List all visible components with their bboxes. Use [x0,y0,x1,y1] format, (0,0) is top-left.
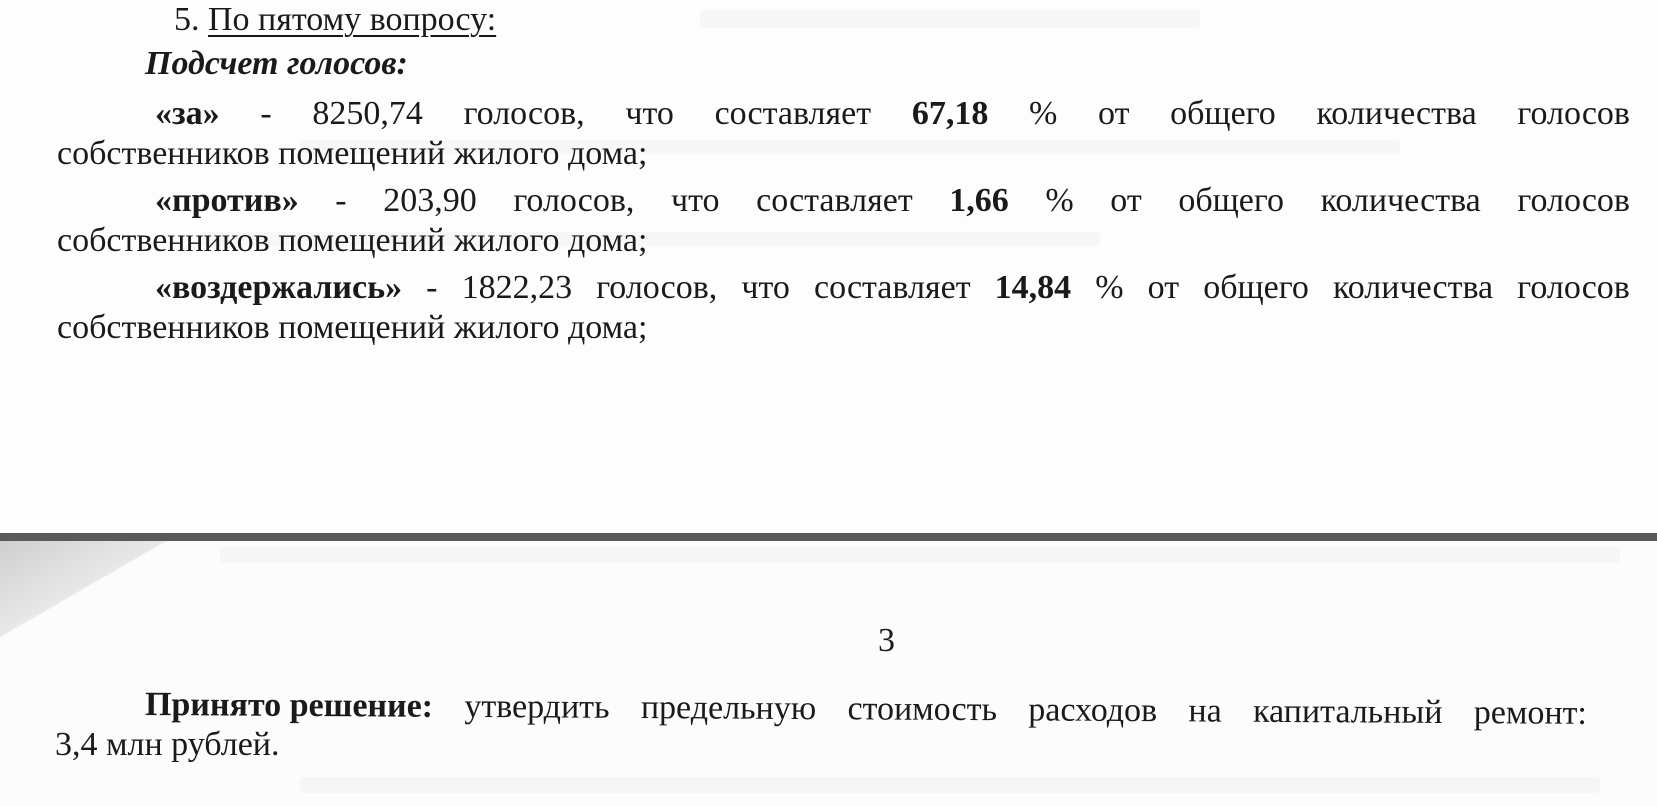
vote-word: голосов [1517,269,1630,306]
vote-word: количества [1320,182,1481,219]
vote-percent: 67,18 [911,95,989,132]
vote-word: общего [1178,182,1284,219]
show-through-texture [300,777,1600,793]
vote-word: количества [1332,269,1494,306]
vote-word: от [1098,95,1130,132]
vote-label: «воздержались» [155,269,403,306]
vote-word: от [1147,269,1180,306]
page-number: 3 [878,622,895,659]
vote-word: голосов, [596,269,718,306]
decision-word: на [1188,692,1222,730]
vote-count: 8250,74 [312,95,423,132]
vote-percent: 1,66 [949,182,1009,219]
vote-line-against [155,181,1630,221]
vote-word: составляет [756,182,913,219]
vote-word: голосов [1517,95,1630,132]
vote-word: составляет [714,95,872,132]
vote-word: % [1045,182,1074,219]
decision-word: расходов [1028,691,1158,730]
vote-dash: - [260,95,272,132]
decision-word: предельную [640,689,817,728]
section-heading [174,0,496,40]
vote-word: голосов, [513,182,635,219]
decision-word: стоимость [847,690,998,729]
vote-percent: 14,84 [994,269,1072,306]
vote-word: % [1029,95,1058,132]
decision-label: Принято решение: [144,686,434,725]
vote-word: что [741,269,790,306]
vote-line-continuation: собственников помещений жилого дома; [57,309,648,346]
vote-label: «против» [155,182,299,219]
vote-word: количества [1316,95,1477,132]
page-separator [0,533,1657,541]
vote-line-continuation: собственников помещений жилого дома; [57,135,648,172]
decision-word: ремонт: [1473,694,1588,732]
show-through-texture [220,547,1620,563]
decision-continuation: 3,4 млн рублей. [55,726,280,763]
section-title: По пятому вопросу: [208,1,497,38]
vote-count-subheading: Подсчет голосов: [145,45,408,82]
decision-line [145,685,1587,734]
vote-word: % [1095,269,1124,306]
vote-line-continuation: собственников помещений жилого дома; [57,222,648,259]
section-number: 5. [174,1,200,38]
vote-word: голосов [1517,182,1630,219]
vote-word: голосов, [463,95,585,132]
vote-word: от [1110,182,1142,219]
vote-label: «за» [155,95,220,132]
show-through-texture [700,10,1200,28]
page-fold-corner [0,541,175,651]
vote-dash: - [426,269,438,306]
vote-word: что [625,95,674,132]
vote-word: общего [1170,95,1276,132]
vote-word: составляет [814,269,971,306]
vote-count: 203,90 [383,182,477,219]
vote-line-abstain [155,268,1630,308]
vote-word: общего [1203,269,1309,306]
decision-word: утвердить [464,687,610,726]
decision-word: капитальный [1252,692,1443,731]
document-page-bottom [0,541,1657,806]
vote-count: 1822,23 [461,269,573,306]
vote-dash: - [335,182,347,219]
vote-line-for [155,94,1630,134]
vote-word: что [671,182,720,219]
